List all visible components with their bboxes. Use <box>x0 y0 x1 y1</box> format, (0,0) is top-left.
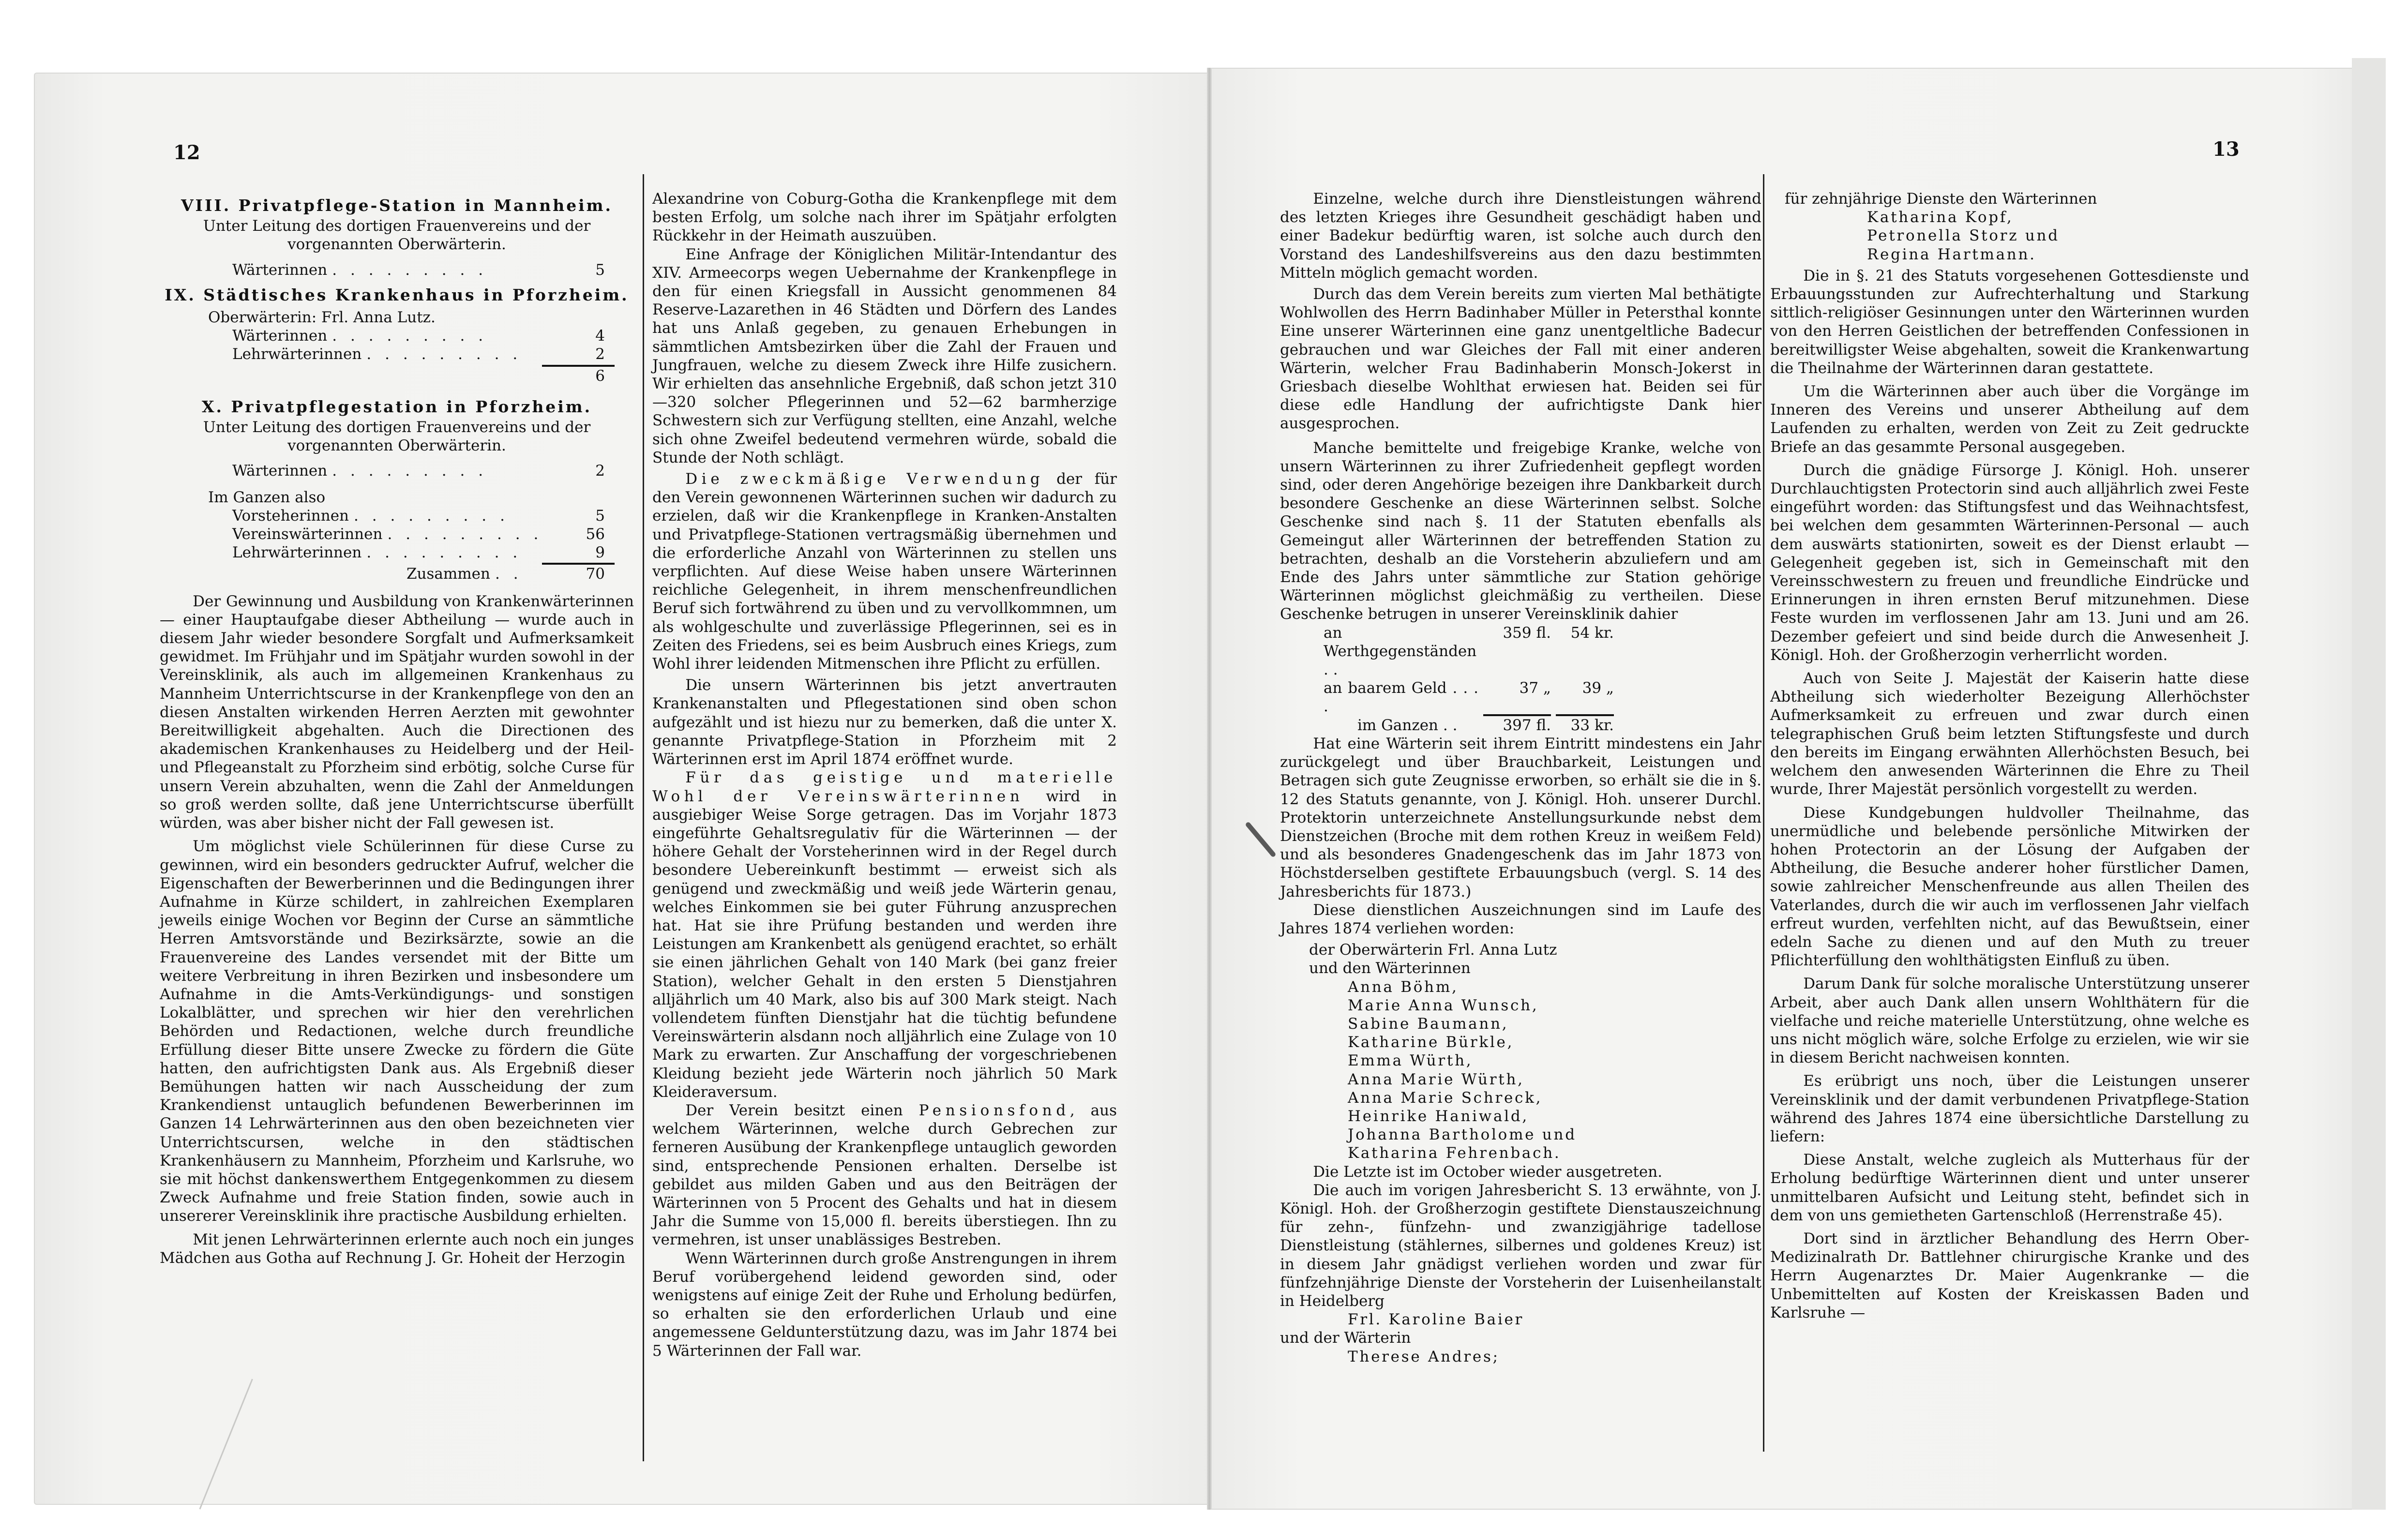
paragraph: Auch von Seite J. Majestät der Kaiserin hatte diese Abtheilung sich wiederholter Bezeigung Allerhöchster Aufmerksamkeit zu erfreuen und zwar durch einen telegraphischen Gruß beim letzten Stiftungsfeste und durch den bereits im Eingang erwähnten Allerhöchsten Besuch, bei welchem den anwesenden Wärterinnen die Ehre zu Theil wurde, Ihrer Majestät persönlich vorgestellt zu werden. <box>1770 670 2249 798</box>
paragraph: Dort sind in ärztlicher Behandlung des Herrn Ober-Medizinalrath Dr. Battlehner chirurgische Kranke und des Herrn Augenarztes Dr. Maier Augenkranke — die Unbemittelten auf Kosten der Kreiskassen Baden und Karlsruhe — <box>1770 1230 2249 1321</box>
section-ix-head: Oberwärterin: Frl. Anna Lutz. <box>208 309 436 327</box>
paragraph: Manche bemittelte und freigebige Kranke, welche von unsern Wärterinnen zu ihrer Zufriedenheit gepflegt worden sind, oder deren Angehörige bezeigen ihre Dankbarkeit durch besondere Geschenke an diese Wärterinnen selbst. Solche Geschenke sind nach §. 11 der Statuten ebenfalls als Gemeingut aller Wärterinnen der betreffenden Station zu betrachten, deshalb an die Vorsteherin abzuliefern und am Ende des Jahrs unter sämmtliche zur Station gehörige Wärterinnen möglichst gleichmäßig zu vertheilen. Diese Geschenke betrugen in unserer Vereinsklinik dahier <box>1280 439 1761 623</box>
left-column-1 <box>160 190 634 1267</box>
list-item: Katharine Bürkle, <box>1348 1034 1514 1051</box>
list-item: Petronella Storz und <box>1867 227 2060 245</box>
paragraph: Einzelne, welche durch ihre Dienstleistungen während des letzten Krieges ihre Gesundheit geschädigt haben und einer Badekur bedürftig waren, ist solche auch durch den Vorstand des Landeshilfsvereins aus den dazu bestimmten Mitteln möglich gemacht worden. <box>1280 190 1761 282</box>
left-column-2 <box>652 190 1117 1360</box>
page-number-right: 13 <box>2212 138 2240 161</box>
paragraph: Es erübrigt uns noch, über die Leistungen unserer Vereinsklinik und der damit verbundenen Privatpflege-Station während des Jahres 1874 eine übersichtliche Darstellung zu liefern: <box>1770 1072 2249 1145</box>
paragraph: Durch das dem Verein bereits zum vierten Mal bethätigte Wohlwollen des Herrn Badinhaber Müller in Petersthal konnte Eine unserer Wärterinnen eine ganz unentgeltliche Badecur gebrauchen und war Gleiches der Fall mit einer anderen Wärterin, welcher Frau Badinhaberin Monsch-Jokerst in Griesbach dieselbe Wohlthat erwiesen hat. Beiden sei für diese edle Handlung der aufrichtigste Dank hier ausgesprochen. <box>1280 285 1761 433</box>
list-item: Sabine Baumann, <box>1348 1015 1509 1033</box>
paragraph: Diese dienstlichen Auszeichnungen sind im Laufe des Jahres 1874 verliehen worden: <box>1280 901 1761 937</box>
gifts-table: an Werthgegenständen . . 359 fl. 54 kr. an baarem Geld . . . . 37 „ 39 „ im Ganzen . . 397 fl. 33 kr. <box>1324 624 1614 734</box>
list-item: Anna Marie Schreck, <box>1348 1089 1543 1107</box>
list-item: Emma Würth, <box>1348 1052 1473 1070</box>
stat-row: Lehrwärterinnen ......... 2 <box>232 345 605 363</box>
paragraph: Die in §. 21 des Statuts vorgesehenen Gottesdienste und Erbauungsstunden zur Aufrechterhaltung und Starkung sittlich-religiöser Gesinnungen unter den Wärterinnen wurden von den Herren Geistlichen der betreffenden Confessionen in bereitwilligster Weise abgehalten, soweit die Krankenwartung die Theilnahme der Wärterinnen daran gestattete. <box>1770 267 2249 377</box>
paragraph: Die unsern Wärterinnen bis jetzt anvertrauten Krankenanstalten und Pflegestationen sind oben schon aufgezählt und ist hiezu nur zu bemerken, daß die unter X. genannte Privatpflege-Station in Pforzheim mit 2 Wärterinnen erst im April 1874 eröffnet wurde. <box>652 676 1117 768</box>
stat-total-row: Zusammen .. 70 <box>406 565 605 583</box>
page-edge <box>2352 58 2386 1510</box>
column-rule <box>1763 174 1764 1452</box>
stat-row: Lehrwärterinnen ......... 9 <box>232 544 605 562</box>
paragraph: Um möglichst viele Schülerinnen für diese Curse zu gewinnen, wird ein besonders gedruckter Aufruf, welcher die Eigenschaften der Bewerberinnen und die Bedingungen ihrer Aufnahme in Kürze schildert, in zahlreichen Exemplaren jeweils einige Wochen vor Beginn der Curse an sämmtliche Herren Amtsvorstände und Bezirksärzte, sowie an die Frauenvereine des Landes versendet mit der Bitte um weitere Verbreitung in ihren Bezirken und insbesondere um Aufnahme in die Amts-Verkündigungs- und sonstigen Lokalblätter, und sprechen wir hier den verehrlichen Behörden und Redactionen, welche durch freundliche Erfüllung dieser Bitte unsere Zwecke zu fördern die Güte hatten, den aufrichtigsten Dank aus. Als Ergebniß dieser Bemühungen hatten wir nach Ausscheidung der zum Krankendienst untauglich befundenen Bewerberinnen im Ganzen 14 Lehrwärterinnen aus den oben bezeichneten vier Unterrichtscursen, welche in den städtischen Krankenhäusern zu Mannheim, Pforzheim und Karlsruhe, wo sie mit höchst dankenswerthem Entgegenkommen zu diesem Zweck Aufnahme und freie Station finden, sowie auch in unsererer Vereinsklinik ihre practische Ausbildung erhielten. <box>160 838 634 1225</box>
award-line: und der Wärterin <box>1280 1329 1411 1347</box>
list-item: Marie Anna Wunsch, <box>1348 996 1539 1014</box>
section-viii-title: VIII. Privatpflege-Station in Mannheim. <box>181 196 613 215</box>
section-ix-title: IX. Städtisches Krankenhaus in Pforzheim. <box>165 285 629 304</box>
list-item: Anna Böhm, <box>1348 978 1459 996</box>
paragraph: Für das geistige und materielle Wohl der Vereinswärterinnen wird in ausgiebiger Weise Sorge getragen. Das im Vorjahr 1873 eingeführte Gehaltsregulativ für die Wärterinnen — der höhere Gehalt der Vorsteherinnen wird in der Regel durch besondere Uebereinkunft bestimmt — erweist sich als genügend und zweckmäßig und weiß jede Wärterin genau, welches Einkommen sie bei guter Führung anzusprechen hat. Hat sie ihre Prüfung bestanden und werden ihre Leistungen am Krankenbett als genügend erachtet, so erhält sie einen jährlichen Gehalt von 140 Mark (bei ganz freier Station), welcher Gehalt in den ersten 5 Dienstjahren alljährlich um 40 Mark, also bis auf 300 Mark steigt. Nach vollendetem fünften Dienstjahr hat die tüchtig befundene Vereinswärterin alsdann noch alljährlich eine Zulage von 10 Mark zu erwarten. Zur Anschaffung der vorgeschriebenen Kleidung bezieht jede Wärterin noch jährlich 50 Mark Kleideraversum. <box>652 769 1117 1101</box>
right-column-1 <box>1280 190 1761 1366</box>
paragraph: Die zweckmäßige Verwendung der für den Verein gewonnenen Wärterinnen suchen wir dadurch zu erzielen, daß wir die Krankenpflege in Kranken-Anstalten und Privatpflege-Stationen vertragsmäßig übernehmen und die erforderliche Anzahl von Wärterinnen zu stellen uns verpflichten. Auf diese Weise haben unsere Wärterinnen reichliche Gelegenheit, in ihrem menschenfreundlichen Beruf sich fortwährend zu üben und zu vervollkommnen, um als wohlgeschulte und zuverlässige Pflegerinnen, sei es in Zeiten des Friedens, sei es beim Ausbruch eines Kriegs, zum Wohl ihrer leidenden Mitmenschen ihre Pflicht zu erfüllen. <box>652 470 1117 673</box>
stat-row: Wärterinnen ......... 5 <box>232 261 605 279</box>
paragraph: Darum Dank für solche moralische Unterstützung unserer Arbeit, aber auch Dank allen unsern Wohlthätern für die vielfache und reiche materielle Unterstützung, ohne welche es uns nicht möglich wäre, solche Erfolge zu erzielen, wie wir sie in diesem Bericht nachweisen konnten. <box>1770 975 2249 1067</box>
stat-row: Wärterinnen ......... 4 <box>232 327 605 345</box>
list-item: Regina Hartmann. <box>1867 245 2036 263</box>
list-item: Katharina Kopf, <box>1867 209 2014 226</box>
awardee-list <box>1280 978 1761 1163</box>
column-rule <box>643 174 644 1461</box>
awardee-list <box>1770 208 2249 264</box>
section-x-subtitle: Unter Leitung des dortigen Frauenvereins und der vorgenannten Oberwärterin. <box>203 419 591 455</box>
paragraph: Der Gewinnung und Ausbildung von Krankenwärterinnen — einer Hauptaufgabe dieser Abtheilung — wurde auch in diesem Jahr wieder besondere Sorgfalt und Aufmerksamkeit gewidmet. Im Frühjahr und im Spätjahr wurden sowohl in der Vereinsklinik, als auch im allgemeinen Krankenhaus zu Mannheim Unterrichtscurse in der Krankenpflege von den an diesen Anstalten wirkenden Herren Aerzten mit gewohnter Bereitwilligkeit abgehalten. Auch die Directionen des akademischen Krankenhauses zu Heidelberg und der Heil- und Pflegeanstalt zu Pforzheim sind erbötig, solche Curse für unsern Verein abzuhalten, wenn die Zahl der Anmeldungen so groß werden sollte, daß jene Unterrichtscurse überfüllt würden, was aber bisher nicht der Fall gewesen ist. <box>160 592 634 832</box>
award-line: für zehnjährige Dienste den Wärterinnen <box>1785 190 2097 208</box>
list-item: Johanna Bartholome und <box>1348 1126 1577 1144</box>
award-line: und den Wärterinnen <box>1309 960 1471 977</box>
section-viii-subtitle: Unter Leitung des dortigen Frauenvereins und der vorgenannten Oberwärterin. <box>203 217 591 254</box>
stat-total-row: 6 <box>595 367 605 385</box>
list-item: Heinrike Haniwald, <box>1348 1107 1529 1125</box>
book-gutter <box>1207 68 1212 1510</box>
list-item: Anna Marie Würth, <box>1348 1070 1524 1088</box>
section-x-title: X. Privatpflegestation in Pforzheim. <box>201 397 592 416</box>
paragraph: Der Verein besitzt einen Pensionsfond, aus welchem Wärterinnen, welche durch Gebrechen zur ferneren Ausübung der Krankenpflege untauglich geworden sind, entsprechende Pensionen erhalten. Derselbe ist gebildet aus milden Gaben und aus den Beiträgen der Wärterinnen von 5 Procent des Gehalts und hat in diesem Jahr die Summe von 15,000 fl. bereits überstiegen. Ihn zu vermehren, ist unser unablässiges Bestreben. <box>652 1101 1117 1249</box>
awardee: Frl. Karoline Baier <box>1348 1311 1524 1329</box>
awardee: Therese Andres; <box>1348 1348 1500 1365</box>
stat-row: Vereinswärterinnen ......... 56 <box>232 525 605 543</box>
paragraph: Alexandrine von Coburg-Gotha die Krankenpflege mit dem besten Erfolg, um solche nach ihrer im Spätjahr erfolgten Rückkehr in der Heimath auszuüben. <box>652 190 1117 245</box>
paragraph: Um die Wärterinnen aber auch über die Vorgänge im Inneren des Vereins und unserer Abtheilung auf dem Laufenden zu erhalten, werden von Zeit zu Zeit gedruckte Briefe an das gesammte Personal ausgegeben. <box>1770 383 2249 456</box>
stat-row: Wärterinnen ......... 2 <box>232 462 605 480</box>
paragraph: Diese Anstalt, welche zugleich als Mutterhaus für der Erholung bedürftige Wärterinnen dient und unter unserer unmittelbaren Aufsicht und Leitung steht, befindet sich in dem von uns gemietheten Gartenschloß (Herrenstraße 45). <box>1770 1151 2249 1224</box>
paragraph: Durch die gnädige Fürsorge J. Königl. Hoh. unserer Durchlauchtigsten Protectorin sind auch alljährlich zwei Feste eingeführt worden: das Stiftungsfest und das Weihnachtsfest, bei welchen dem gesammten Wärterinnen-Personal — auch dem auswärts stationirten, soweit es der Dienst erlaubt — Gelegenheit gegeben ist, sich in Gemeinschaft mit den Vereinsschwestern zu freuen und freundliche Eindrücke und Erinnerungen in ihren ernsten Beruf mitzunehmen. Diese Feste wurden im verflossenen Jahr am 13. Juni und am 26. Dezember gefeiert und sind beide durch die Anwesenheit J. Königl. Hoh. der Großherzogin verherrlicht worden. <box>1770 461 2249 664</box>
stat-row: Vorsteherinnen ......... 5 <box>232 507 605 525</box>
paragraph: Mit jenen Lehrwärterinnen erlernte auch noch ein junges Mädchen aus Gotha auf Rechnung J. Gr. Hoheit der Herzogin <box>160 1230 634 1267</box>
paragraph: Die Letzte ist im October wieder ausgetreten. <box>1313 1163 1663 1181</box>
paragraph: Hat eine Wärterin seit ihrem Eintritt mindestens ein Jahr zurückgelegt und über Brauchbarkeit, Leistungen und Betragen sich gute Zeugnisse erworben, so erhält sie die in §. 12 des Statuts genannte, von J. Königl. Hoh. unserer Durchl. Protektorin unterzeichnete Anstellungsurkunde nebst dem Dienstzeichen (Broche mit dem rothen Kreuz in weißem Feld) und als besonderes Gnadengeschenk das im Jahr 1873 von Höchstderselben gestiftete Erbauungsbuch (vergl. S. 14 des Jahresberichts für 1873.) <box>1280 735 1761 900</box>
paragraph: Die auch im vorigen Jahresbericht S. 13 erwähnte, von J. Königl. Hoh. der Großherzogin gestiftete Dienstauszeichnung für zehn-, fünfzehn- und zwanzigjährige tadellose Dienstleistung (stählernes, silbernes und goldenes Kreuz) ist in diesem Jahr gnädigst verliehen worden und zwar für fünfzehnjährige Dienste der Vorsteherin der Luisenheilanstalt in Heidelberg <box>1280 1181 1761 1310</box>
summary-heading: Im Ganzen also <box>208 488 326 506</box>
paragraph: Diese Kundgebungen huldvoller Theilnahme, das unermüdliche und belebende persönliche Mitwirken der hohen Protectorin an der Lösung der Aufgaben der Abtheilung, die Besuche anderer hoher fürstlicher Damen, sowie zahlreicher Menschenfreunde aus allen Theilen des Vaterlandes, durch die wir auch im verflossenen Jahr vielfach erfreut wurden, verfehlten nicht, auf das Bewußtsein, einer edeln Sache zu dienen und auf den Muth zu treuer Pflichterfüllung den wohlthätigsten Einfluß zu üben. <box>1770 804 2249 970</box>
page-number-left: 12 <box>173 141 200 164</box>
list-item: Katharina Fehrenbach. <box>1348 1144 1561 1162</box>
paragraph: Wenn Wärterinnen durch große Anstrengungen in ihrem Beruf vorübergehend leidend geworden sind, oder wenigstens auf einige Zeit der Ruhe und Erholung bedürfen, so erhalten sie den erforderlichen Urlaub und eine angemessene Geldunterstützung dazu, was im Jahr 1874 bei 5 Wärterinnen der Fall war. <box>652 1249 1117 1360</box>
paragraph: Eine Anfrage der Königlichen Militär-Intendantur des XIV. Armeecorps wegen Uebernahme der Krankenpflege in den für einen Kriegsfall in Aussicht genommenen 84 Reserve-Lazarethen in 46 Städten und Dörfern des Landes hat uns Anlaß gegeben, zu genauen Erhebungen in sämmtlichen Amtsbezirken über die Zahl der Frauen und Jungfrauen, welche zu diesem Zweck ihre Hilfe zusichern. Wir erhielten das ansehnliche Ergebniß, daß schon jetzt 310—320 solcher Pflegerinnen und 52—62 barmherzige Schwestern sich zur Verfügung stellten, eine Anzahl, welche sich ohne Zweifel bedeutend vermehren würde, sobald die Stunde der Noth schlägt. <box>652 245 1117 466</box>
right-column-2 <box>1770 190 2249 1322</box>
award-line: der Oberwärterin Frl. Anna Lutz <box>1309 941 1557 959</box>
